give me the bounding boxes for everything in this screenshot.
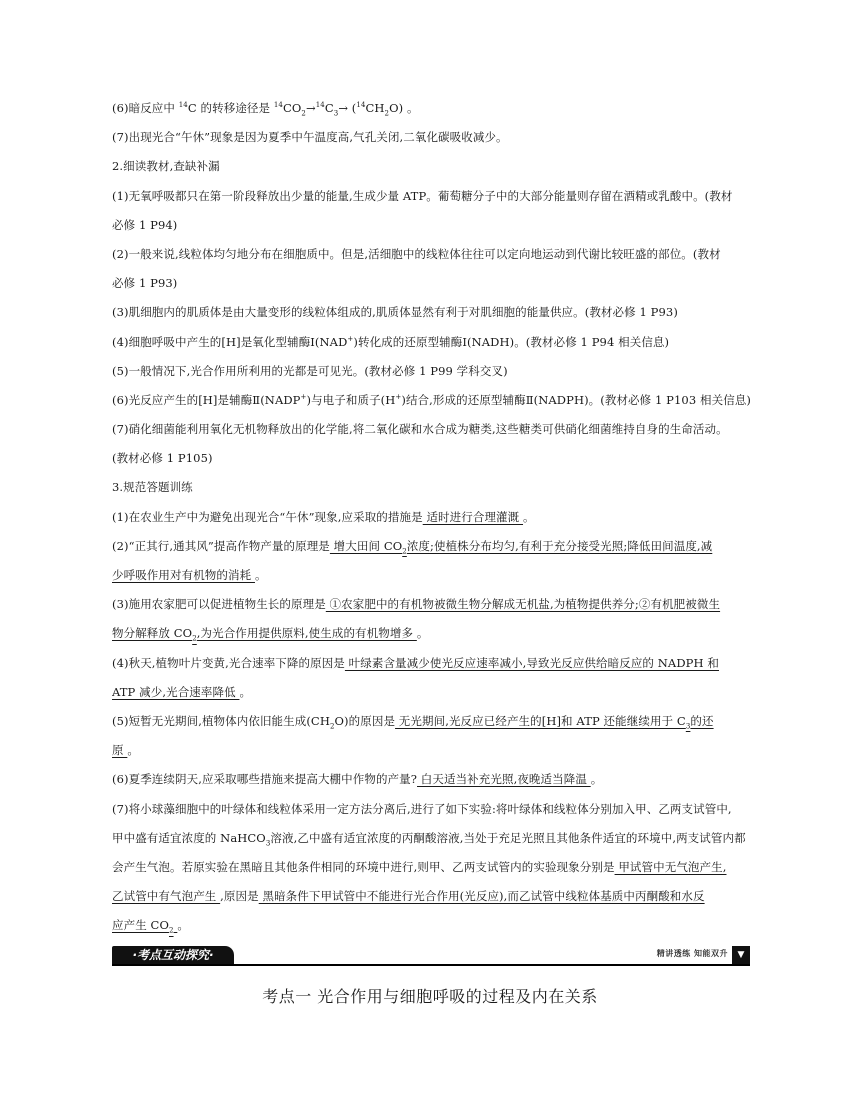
text-line: (3)肌细胞内的肌质体是由大量变形的线粒体组成的,肌质体显然有利于对肌细胞的能量供应。(教材必修 1 P93) — [112, 305, 678, 320]
section-title: 考点一 光合作用与细胞呼吸的过程及内在关系 — [262, 987, 598, 1006]
subscript: 2 — [301, 109, 306, 118]
subscript: 2 — [384, 109, 390, 118]
subscript: 3 — [333, 109, 339, 118]
text-span: 甲中盛有适宜浓度的 NaHCO — [112, 830, 266, 845]
superscript: + — [347, 334, 354, 343]
text-line: 必修 1 P93) — [112, 276, 178, 291]
text-span: )转化成的还原型辅酶Ⅰ(NADH)。(教材必修 1 P94 相关信息) — [353, 334, 670, 349]
section-heading: 3.规范答题训练 — [112, 480, 193, 495]
answer-text: 黑暗条件下甲试管中不能进行光合作用(光反应),而乙试管中线粒体基质中丙酮酸和水反 — [258, 889, 705, 904]
subscript: 3 — [265, 838, 271, 847]
question-line — [112, 590, 752, 619]
banner-label: ·考点互动探究· — [112, 946, 234, 964]
answer-text: 原 — [112, 743, 128, 758]
question-text: 会产生气泡。若原实验在黑暗且其他条件相同的环境中进行,则甲、乙两支试管内的实验现象分别是 — [112, 859, 615, 874]
subscript: 2 — [329, 722, 335, 731]
subscript: 3 — [685, 722, 691, 731]
answer-text: 浓度;使植株分布均匀,有利于充分接受光照;降低田间温度,减 — [406, 538, 713, 553]
text-span: 。 — [239, 684, 252, 699]
question-line — [112, 882, 752, 911]
text-span: → ( — [338, 101, 357, 115]
answer-text: 乙试管中有气泡产生 — [112, 889, 221, 904]
text-span: 。 — [523, 509, 535, 524]
text-span: )结合,形成的还原型辅酶Ⅱ(NADPH)。(教材必修 1 P103 相关信息) — [401, 392, 752, 407]
superscript: 14 — [273, 101, 283, 110]
text-span: 。 — [127, 743, 139, 758]
text-span: CO — [282, 101, 302, 115]
text-line: 必修 1 P94) — [112, 217, 178, 232]
banner-slogan: 精讲透练 知能双升 — [656, 949, 728, 958]
text-line: (1)无氧呼吸都只在第一阶段释放出少量的能量,生成少量 ATP。葡萄糖分子中的大部分能量则存留在酒精或乳酸中。(教材 — [112, 188, 733, 203]
section-banner — [112, 946, 750, 966]
answer-text: 适时进行合理灌溉 — [422, 509, 524, 524]
superscript: 14 — [315, 101, 325, 110]
text-span: (4)细胞呼吸中产生的[H]是氧化型辅酶Ⅰ(NAD — [112, 334, 348, 349]
text-span: 。 — [590, 772, 603, 787]
text-span: (6)光反应产生的[H]是辅酶Ⅱ(NADP — [112, 392, 301, 407]
question-line — [112, 911, 752, 940]
answer-text: 的还 — [690, 713, 714, 728]
question-line — [112, 824, 752, 853]
answer-text: ①农家肥中的有机物被微生物分解成无机盐,为植物提供养分;②有机肥被微生 — [325, 597, 721, 612]
text-span: O) 。 — [389, 101, 419, 115]
question-text: (6)夏季连续阴天,应采取哪些措施来提高大棚中作物的产量? — [112, 772, 418, 787]
answer-text: 叶绿素含量减少使光反应速率减小,导致光反应供给暗反应的 NADPH 和 — [344, 655, 719, 670]
answer-text: 甲试管中无气泡产生, — [614, 859, 727, 874]
text-span: )与电子和质子(H — [306, 392, 396, 407]
question-text: ,原因是 — [220, 889, 259, 904]
answer-text: 无光期间,光反应已经产生的[H]和 ATP 还能继续用于 C — [395, 713, 686, 728]
superscript: 14 — [178, 101, 188, 110]
superscript: + — [300, 393, 307, 402]
question-line — [112, 619, 752, 648]
text-line — [112, 94, 752, 123]
text-line: (5)一般情况下,光合作用所利用的光都是可见光。(教材必修 1 P99 学科交叉) — [112, 363, 508, 378]
subscript: 2 — [402, 547, 407, 556]
answer-text: ATP 减少,光合速率降低 — [112, 684, 240, 699]
question-text: (3)施用农家肥可以促进植物生长的原理是 — [112, 597, 326, 612]
text-span: 溶液,乙中盛有适宜浓度的丙酮酸溶液,当处于充足光照且其他条件适宜的环境中,两支试管内都 — [270, 830, 746, 845]
text-span: (6)暗反应中 — [112, 101, 179, 115]
text-line — [112, 386, 752, 415]
text-line: (教材必修 1 P105) — [112, 451, 213, 466]
question-line — [112, 853, 752, 882]
question-line — [112, 503, 752, 532]
text-span: 。 — [254, 568, 267, 582]
text-span: C — [324, 101, 334, 115]
question-text: (4)秋天,植物叶片变黄,光合速率下降的原因是 — [112, 655, 345, 670]
question-line — [112, 532, 752, 561]
question-text: O)的原因是 — [334, 713, 396, 728]
answer-text: 增大田间 CO — [329, 538, 403, 553]
question-line: (7)将小球藻细胞中的叶绿体和线粒体采用一定方法分离后,进行了如下实验:将叶绿体和线粒体分别加入甲、乙两支试管中, — [112, 801, 732, 816]
text-line — [112, 328, 752, 357]
text-span: 。 — [177, 918, 189, 933]
text-span: C 的转移途径是 — [187, 101, 274, 115]
question-line — [112, 561, 752, 590]
question-text: (1)在农业生产中为避免出现光合“午休”现象,应采取的措施是 — [112, 509, 423, 524]
text-span: CH — [365, 101, 385, 115]
answer-text: 物分解释放 CO — [112, 626, 193, 641]
text-span: 。 — [416, 626, 429, 641]
question-text: (2)“正其行,通其风”提高作物产量的原理是 — [112, 538, 330, 553]
subscript: 2 — [192, 634, 197, 643]
question-line — [112, 765, 752, 794]
question-line — [112, 678, 752, 707]
document-body — [112, 94, 752, 940]
answer-text: 少呼吸作用对有机物的消耗 — [112, 568, 255, 582]
text-line: (7)硝化细菌能利用氧化无机物释放出的化学能,将二氧化碳和水合成为糖类,这些糖类可供硝化细菌维持自身的生命活动。 — [112, 422, 728, 437]
question-line — [112, 736, 752, 765]
section-heading: 2.细读教材,查缺补漏 — [112, 159, 220, 174]
text-line: (2)一般来说,线粒体均匀地分布在细胞质中。但是,活细胞中的线粒体往往可以定向地运动到代谢比较旺盛的部位。(教材 — [112, 246, 721, 261]
question-line — [112, 649, 752, 678]
answer-text: 白天适当补充光照,夜晚适当降温 — [417, 772, 591, 787]
answer-text: ,为光合作用提供原料,使生成的有机物增多 — [196, 626, 417, 641]
question-line — [112, 707, 752, 736]
text-span: → — [305, 101, 316, 115]
superscript: 14 — [356, 101, 366, 110]
superscript: + — [395, 393, 402, 402]
answer-text: 应产生 CO — [112, 918, 169, 933]
text-line: (7)出现光合“午休”现象是因为夏季中午温度高,气孔关闭,二氧化碳吸收减少。 — [112, 130, 508, 145]
triangle-down-icon: ▼ — [732, 946, 750, 964]
question-text: (5)短暂无光期间,植物体内依旧能生成(CH — [112, 713, 330, 728]
subscript: 2 — [168, 926, 174, 935]
